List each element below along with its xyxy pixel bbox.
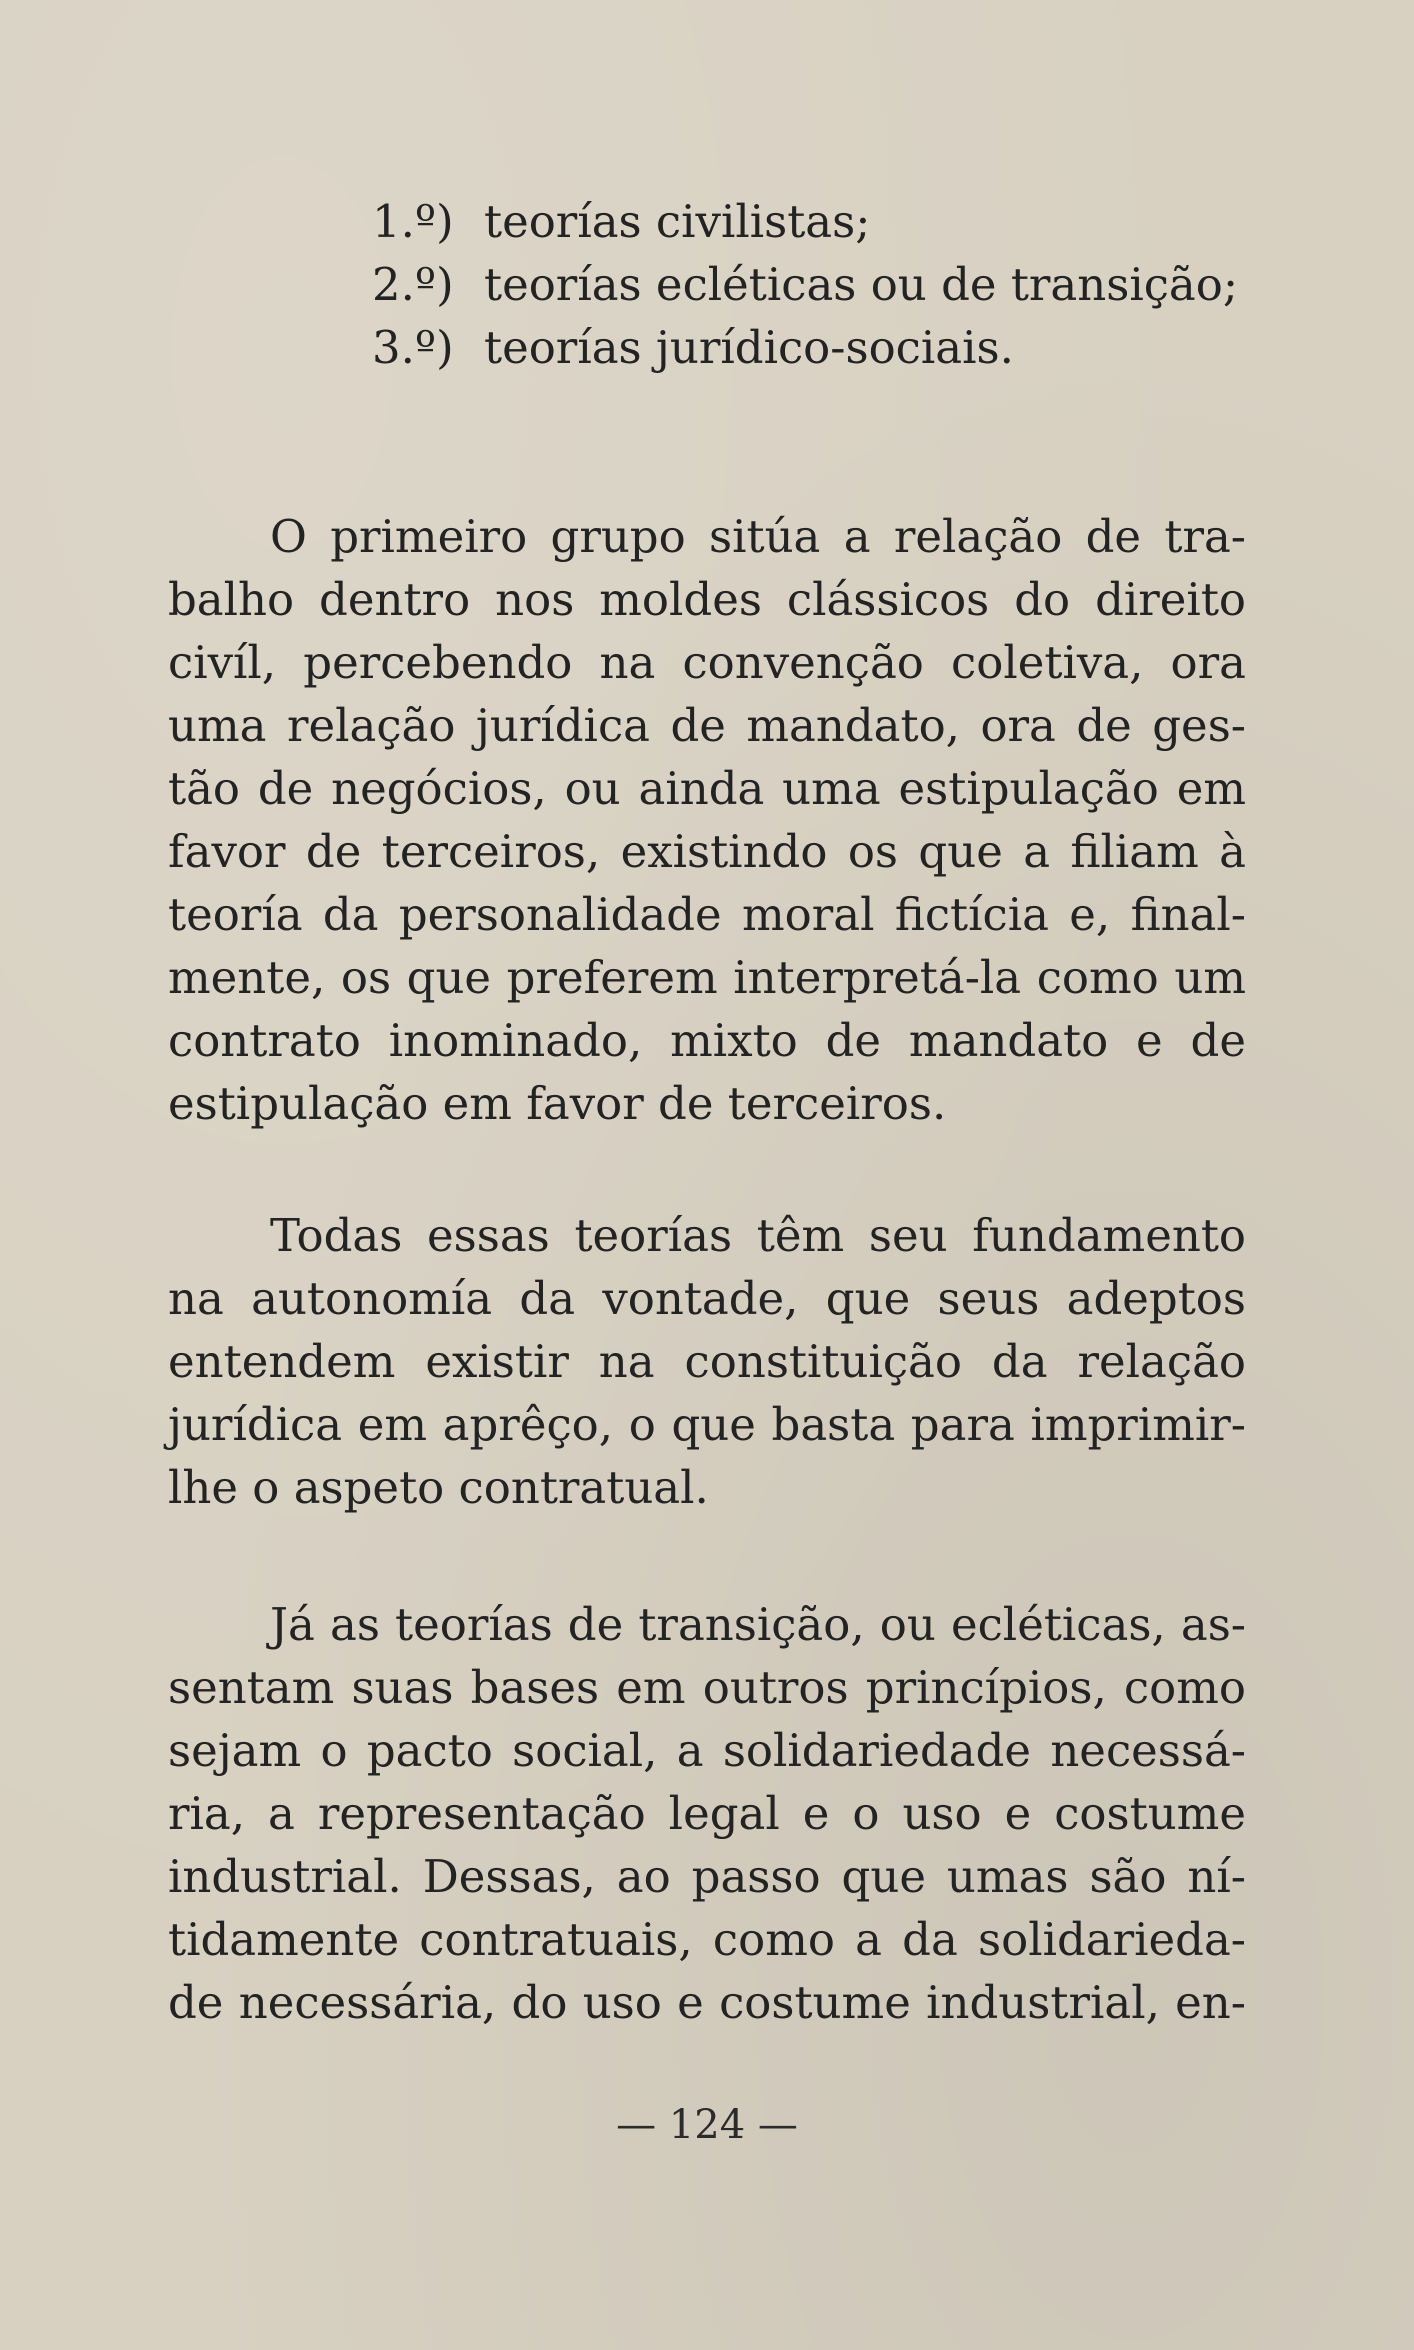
- paragraph-line: uma relação jurídica de mandato, ora de ges-: [168, 699, 1246, 752]
- paragraph-line: ria, a representação legal e o uso e costume: [168, 1787, 1246, 1840]
- paragraph-line: estipulação em favor de terceiros.: [168, 1077, 947, 1130]
- paragraph-line: favor de terceiros, existindo os que a filiam à: [168, 825, 1246, 878]
- paragraph-line: O primeiro grupo sitúa a relação de tra-: [270, 510, 1246, 563]
- list-item: [372, 316, 1238, 379]
- paragraph-line: industrial. Dessas, ao passo que umas são ní-: [168, 1850, 1246, 1903]
- paragraph-line: teoría da personalidade moral fictícia e, final-: [168, 888, 1246, 941]
- list-item-number: 3.º): [372, 321, 454, 374]
- paragraph-line: lhe o aspeto contratual.: [168, 1461, 709, 1514]
- paragraph-line: contrato inominado, mixto de mandato e de: [168, 1014, 1246, 1067]
- paragraph-transition: [168, 1593, 1246, 2034]
- paragraph-first-group: [168, 505, 1246, 1135]
- paragraph-line: tidamente contratuais, como a da solidarieda-: [168, 1913, 1246, 1966]
- paragraph-line: Todas essas teorías têm seu fundamento: [270, 1209, 1246, 1262]
- paragraph-autonomy: [168, 1204, 1246, 1519]
- paragraph-line: sejam o pacto social, a solidariedade necessá-: [168, 1724, 1246, 1777]
- paragraph-line: mente, os que preferem interpretá-la como um: [168, 951, 1246, 1004]
- list-item-text: teorías jurídico-sociais.: [484, 321, 1014, 374]
- list-item-number: 1.º): [372, 195, 454, 248]
- paragraph-line: tão de negócios, ou ainda uma estipulação em: [168, 762, 1246, 815]
- list-item-number: 2.º): [372, 258, 454, 311]
- paragraph-line: balho dentro nos moldes clássicos do direito: [168, 573, 1246, 626]
- list-item: [372, 253, 1238, 316]
- paragraph-line: de necessária, do uso e costume industrial, en-: [168, 1976, 1246, 2029]
- list-item-text: teorías civilistas;: [484, 195, 871, 248]
- list-item: [372, 190, 1238, 253]
- paragraph-line: civíl, percebendo na convenção coletiva, ora: [168, 636, 1246, 689]
- paragraph-line: Já as teorías de transição, ou ecléticas, as-: [270, 1598, 1246, 1651]
- list-item-text: teorías ecléticas ou de transição;: [484, 258, 1238, 311]
- paragraph-line: na autonomía da vontade, que seus adeptos: [168, 1272, 1246, 1325]
- page-number: — 124 —: [616, 2102, 798, 2148]
- theory-list: [372, 190, 1238, 379]
- paragraph-line: entendem existir na constituição da relação: [168, 1335, 1246, 1388]
- paragraph-line: sentam suas bases em outros princípios, como: [168, 1661, 1246, 1714]
- paragraph-line: jurídica em aprêço, o que basta para imprimir-: [168, 1398, 1246, 1451]
